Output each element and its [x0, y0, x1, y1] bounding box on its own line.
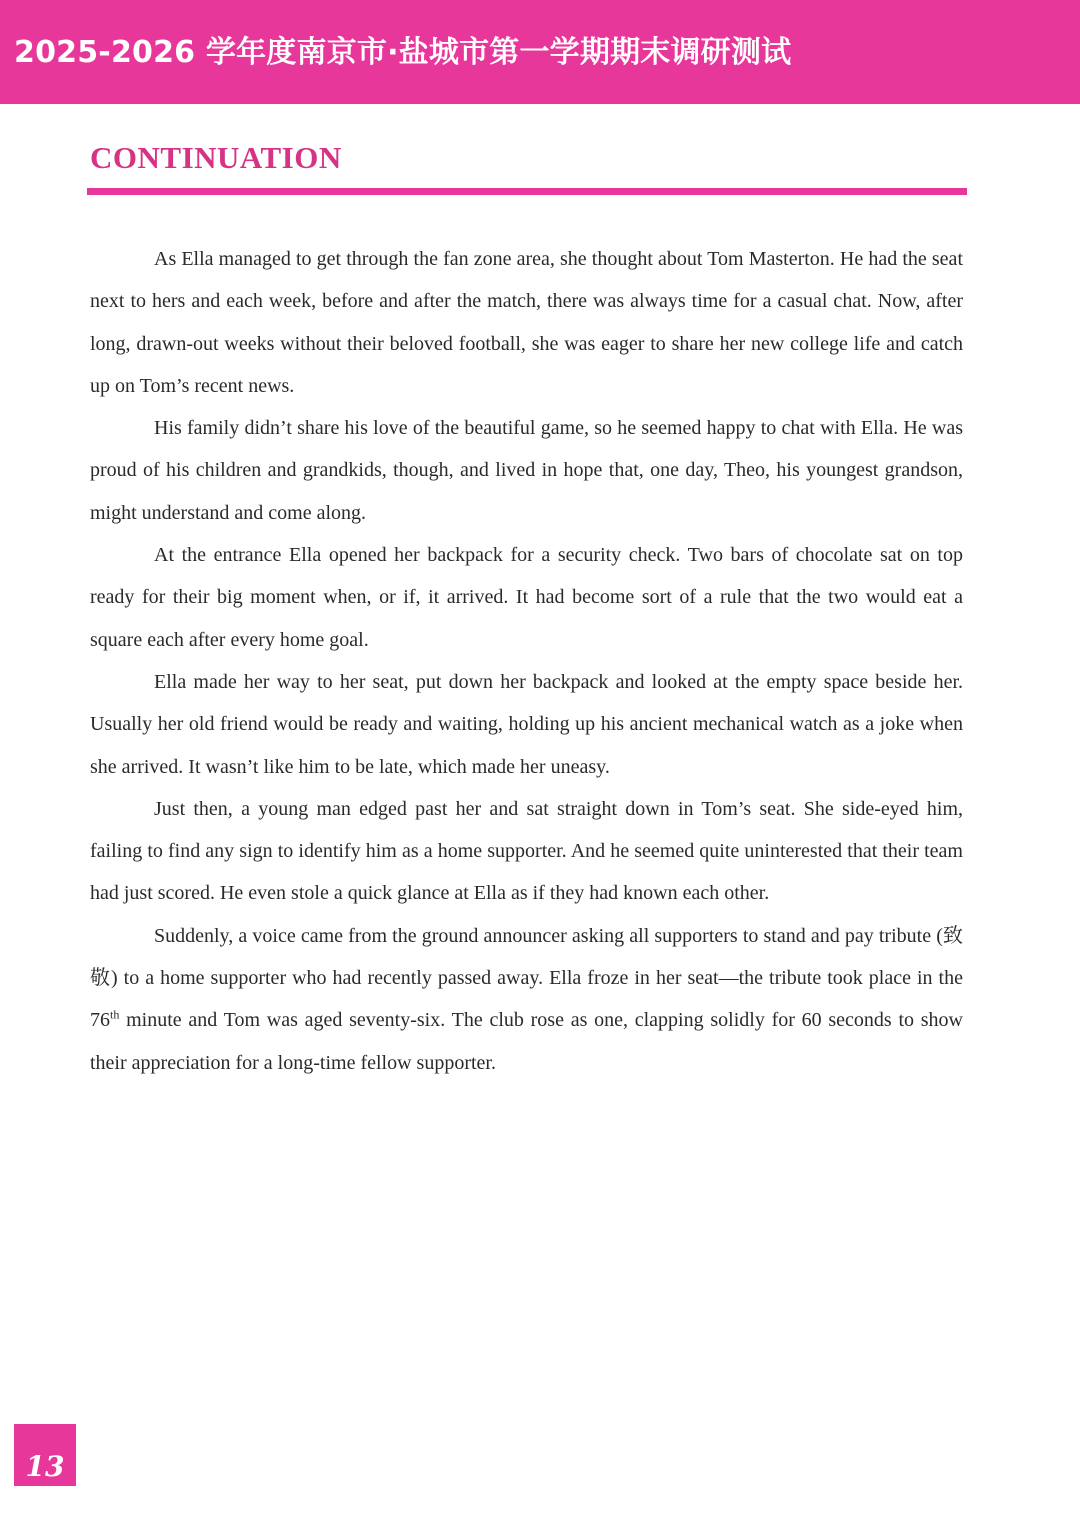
- section-divider: [87, 188, 967, 195]
- paragraph-2: His family didn’t share his love of the beautiful game, so he seemed happy to chat with Ella. He was proud of his children and grandkids, though, and lived in hope that, one day, Theo, his youngest grandson, might understand and come along.: [90, 417, 963, 524]
- page-number-badge: [14, 1424, 76, 1486]
- header-bar: [0, 0, 1080, 104]
- page-number: 13: [25, 1450, 65, 1483]
- paragraph-1: As Ella managed to get through the fan zone area, she thought about Tom Masterton. He had the seat next to hers and each week, before and after the match, there was always time for a casual chat. Now, after long, drawn-out weeks without their beloved football, she was eager to share her new college life and catch up on Tom’s recent news.: [90, 248, 963, 397]
- paragraph-5: Just then, a young man edged past her and sat straight down in Tom’s seat. She side-eyed him, failing to find any sign to identify him as a home supporter. And he seemed quite uninterested that their team had just scored. He even stole a quick glance at Ella as if they had known each other.: [90, 797, 963, 905]
- ordinal-superscript: th: [110, 1007, 120, 1022]
- passage-body: [90, 238, 963, 1084]
- paragraph-6-text-end: minute and Tom was aged seventy-six. The club rose as one, clapping solidly for 60 seconds to show their appreciation for a long-time fellow supporter.: [90, 1009, 963, 1074]
- paragraph-4: Ella made her way to her seat, put down her backpack and looked at the empty space beside her. Usually her old friend would be ready and waiting, holding up his ancient mechanical watch as a joke when she arrived. It wasn’t like him to be late, which made her uneasy.: [90, 670, 963, 778]
- section-title: CONTINUATION: [90, 140, 342, 175]
- exam-title: 2025-2026 学年度南京市·盐城市第一学期期末调研测试: [14, 35, 792, 70]
- paragraph-3: At the entrance Ella opened her backpack for a security check. Two bars of chocolate sat on top ready for their big moment when, or if, it arrived. It had become sort of a rule that the two would eat a square each after every home goal.: [90, 544, 963, 651]
- paragraph-6: [90, 915, 963, 1084]
- paragraph-6-text-start: Suddenly, a voice came from the ground announcer asking all supporters to stand and pay tribute (致敬) to a home supporter who had recently passed away. Ella froze in her seat—the tribute took place in the 76: [90, 924, 963, 1032]
